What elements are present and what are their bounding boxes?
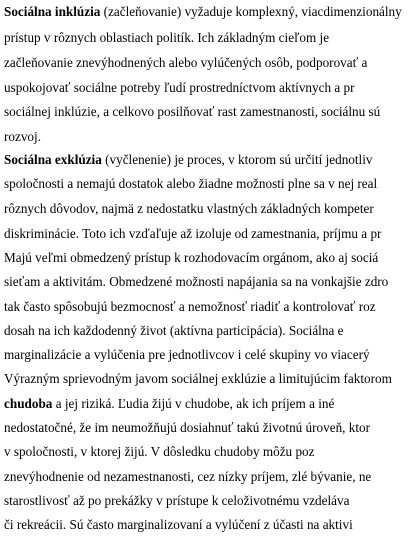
- paragraph-line: Sociálna inklúzia (začleňovanie) vyžaduje komplexný, viacdimenzionálny: [4, 4, 402, 19]
- paragraph-line: uspokojovať sociálne potreby ľudí prostredníctvom aktívnych a pr: [4, 80, 355, 95]
- paragraph-line: nedostatočné, že im neumožňujú dosiahnuť takú životnú úroveň, ktor: [4, 420, 371, 435]
- paragraph-line: začleňovanie znevýhodnených alebo vylúčených osôb, podporovať a: [4, 55, 368, 70]
- paragraph-line: Sociálna exklúzia (vyčlenenie) je proces, v ktorom sú určití jednotliv: [4, 152, 373, 167]
- paragraph-line: dosah na ich každodenný život (aktívna participácia). Sociálna e: [4, 323, 344, 338]
- paragraph-line: rôznych dôvodov, najmä z nedostatku vlastných základných kompeter: [4, 201, 374, 216]
- paragraph-line: marginalizácie a vylúčenia pre jednotlivcov i celé skupiny vo viacerý: [4, 347, 370, 362]
- paragraph-line: starostlivosť až po prekážky v prístupe k celoživotnému vzdeláva: [4, 493, 350, 508]
- bold-term: Sociálna exklúzia: [4, 152, 102, 167]
- paragraph-line: znevýhodnenie od nezamestnanosti, cez nízky príjem, zlé bývanie, ne: [4, 469, 372, 484]
- document-page: [4, 0, 420, 541]
- paragraph-line: či rekreácii. Sú často marginalizovaní a vylúčení z účasti na aktivi: [4, 517, 353, 532]
- paragraph-line: sieťam a aktivitám. Obmedzené možnosti napájania sa na vonkajšie zdro: [4, 274, 389, 289]
- paragraph-line: tak často spôsobujú bezmocnosť a nemožnosť riadiť a kontrolovať roz: [4, 299, 376, 314]
- bold-term: chudoba: [4, 396, 53, 411]
- paragraph-line: Výrazným sprievodným javom sociálnej exklúzie a limitujúcim faktorom: [4, 371, 392, 386]
- paragraph-line: sociálnej inklúzie, a celkovo posilňovať rast zamestnanosti, sociálnu sú: [4, 104, 381, 119]
- paragraph-line: rozvoj.: [4, 129, 41, 144]
- paragraph-line: prístup v rôznych oblastiach politík. Ich základným cieľom je: [4, 30, 330, 45]
- bold-term: Sociálna inklúzia: [4, 4, 101, 19]
- paragraph-line: diskriminácie. Toto ich vzďaľuje až izoluje od zamestnania, príjmu a pr: [4, 226, 382, 241]
- paragraph-line: spoločnosti a nemajú dostatok alebo žiadne možnosti plne sa v nej real: [4, 176, 378, 191]
- paragraph-line: chudoba a jej riziká. Ľudia žijú v chudobe, ak ich príjem a iné: [4, 396, 335, 411]
- paragraph-line: Majú veľmi obmedzený prístup k rozhodovacím orgánom, ako aj sociá: [4, 250, 379, 265]
- paragraph-line: v spoločnosti, v ktorej žijú. V dôsledku chudoby môžu poz: [4, 444, 315, 459]
